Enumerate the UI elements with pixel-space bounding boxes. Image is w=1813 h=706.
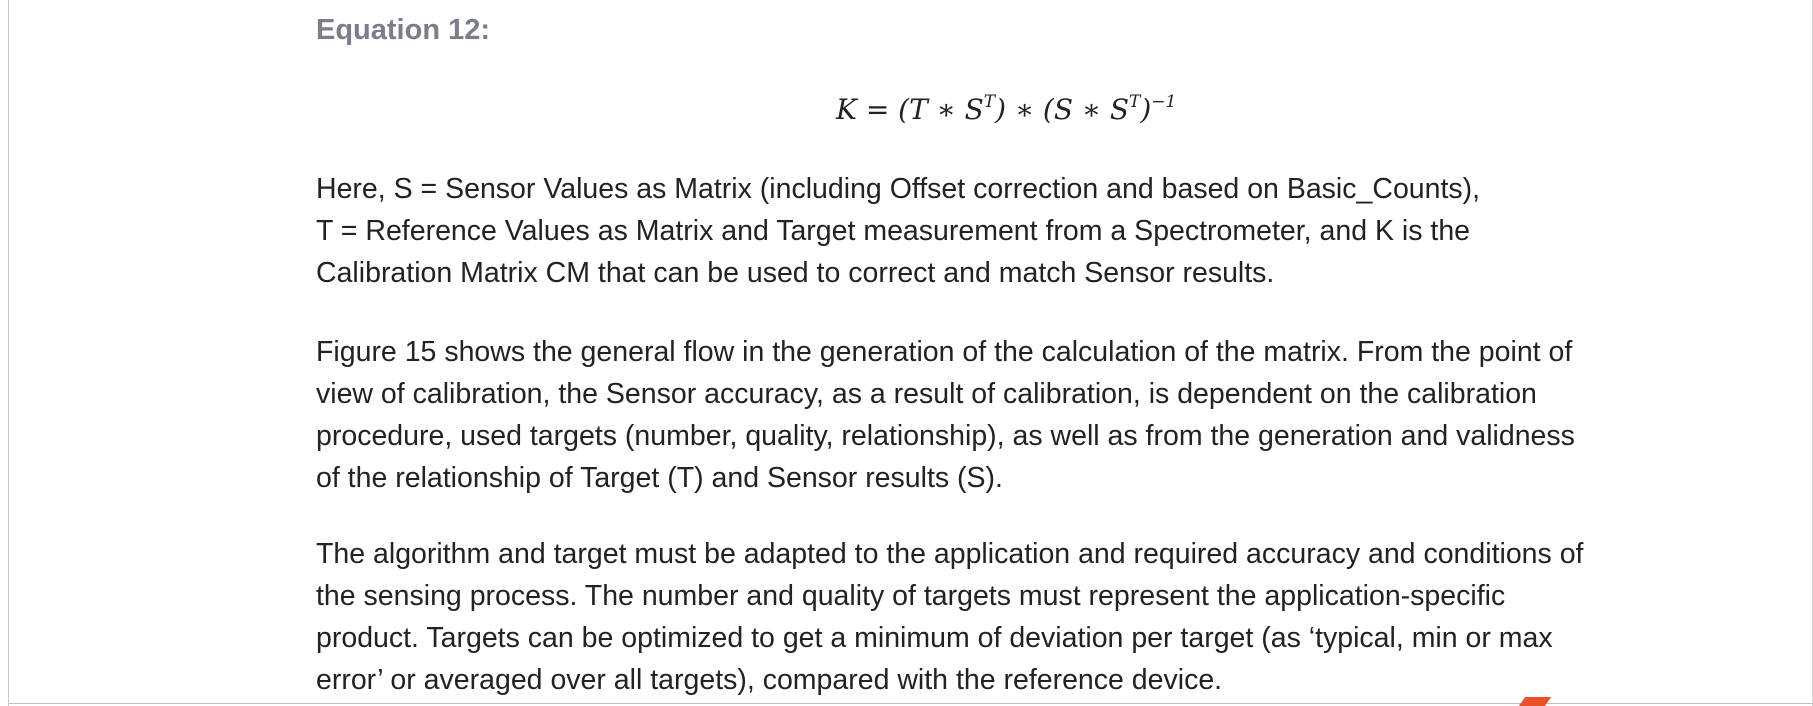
page-left-margin xyxy=(0,0,9,706)
paragraph-line: T = Reference Values as Matrix and Target measurement from a Spectrometer, and K is the xyxy=(316,215,1471,247)
paragraph-algorithm xyxy=(316,533,1696,701)
equation-transpose-1: T xyxy=(983,92,996,112)
paragraph-line: Figure 15 shows the general flow in the generation of the calculation of the matrix. From the point of xyxy=(316,336,1573,368)
document-page xyxy=(9,0,1812,704)
equation-mid: ) ∗ (S ∗ S xyxy=(995,93,1130,126)
equation-inverse-exponent: −1 xyxy=(1151,92,1177,112)
paragraph-figure-reference xyxy=(316,331,1696,499)
equation-formula xyxy=(836,92,1176,126)
corner-accent-mark xyxy=(1519,697,1551,706)
paragraph-line: The algorithm and target must be adapted to the application and required accuracy and conditions of xyxy=(316,538,1584,570)
equation-lhs: K = (T ∗ S xyxy=(836,93,984,126)
paragraph-line: of the relationship of Target (T) and Sensor results (S). xyxy=(316,462,1003,494)
paragraph-line: Here, S = Sensor Values as Matrix (including Offset correction and based on Basic_Counts), xyxy=(316,173,1481,205)
equation-transpose-2: T xyxy=(1129,92,1141,112)
equation-heading: Equation 12: xyxy=(316,14,491,46)
paragraph-definitions xyxy=(316,168,1696,294)
paragraph-line: procedure, used targets (number, quality, relationship), as well as from the generation and validness xyxy=(316,420,1575,452)
paragraph-line: error’ or averaged over all targets), compared with the reference device. xyxy=(316,664,1223,696)
paragraph-line: Calibration Matrix CM that can be used to correct and match Sensor results. xyxy=(316,257,1275,289)
paragraph-line: product. Targets can be optimized to get a minimum of deviation per target (as ‘typical, min or max xyxy=(316,622,1553,654)
paragraph-line: the sensing process. The number and quality of targets must represent the application-specific xyxy=(316,580,1506,612)
paragraph-line: view of calibration, the Sensor accuracy, as a result of calibration, is dependent on the calibration xyxy=(316,378,1537,410)
equation-close: ) xyxy=(1140,93,1152,126)
